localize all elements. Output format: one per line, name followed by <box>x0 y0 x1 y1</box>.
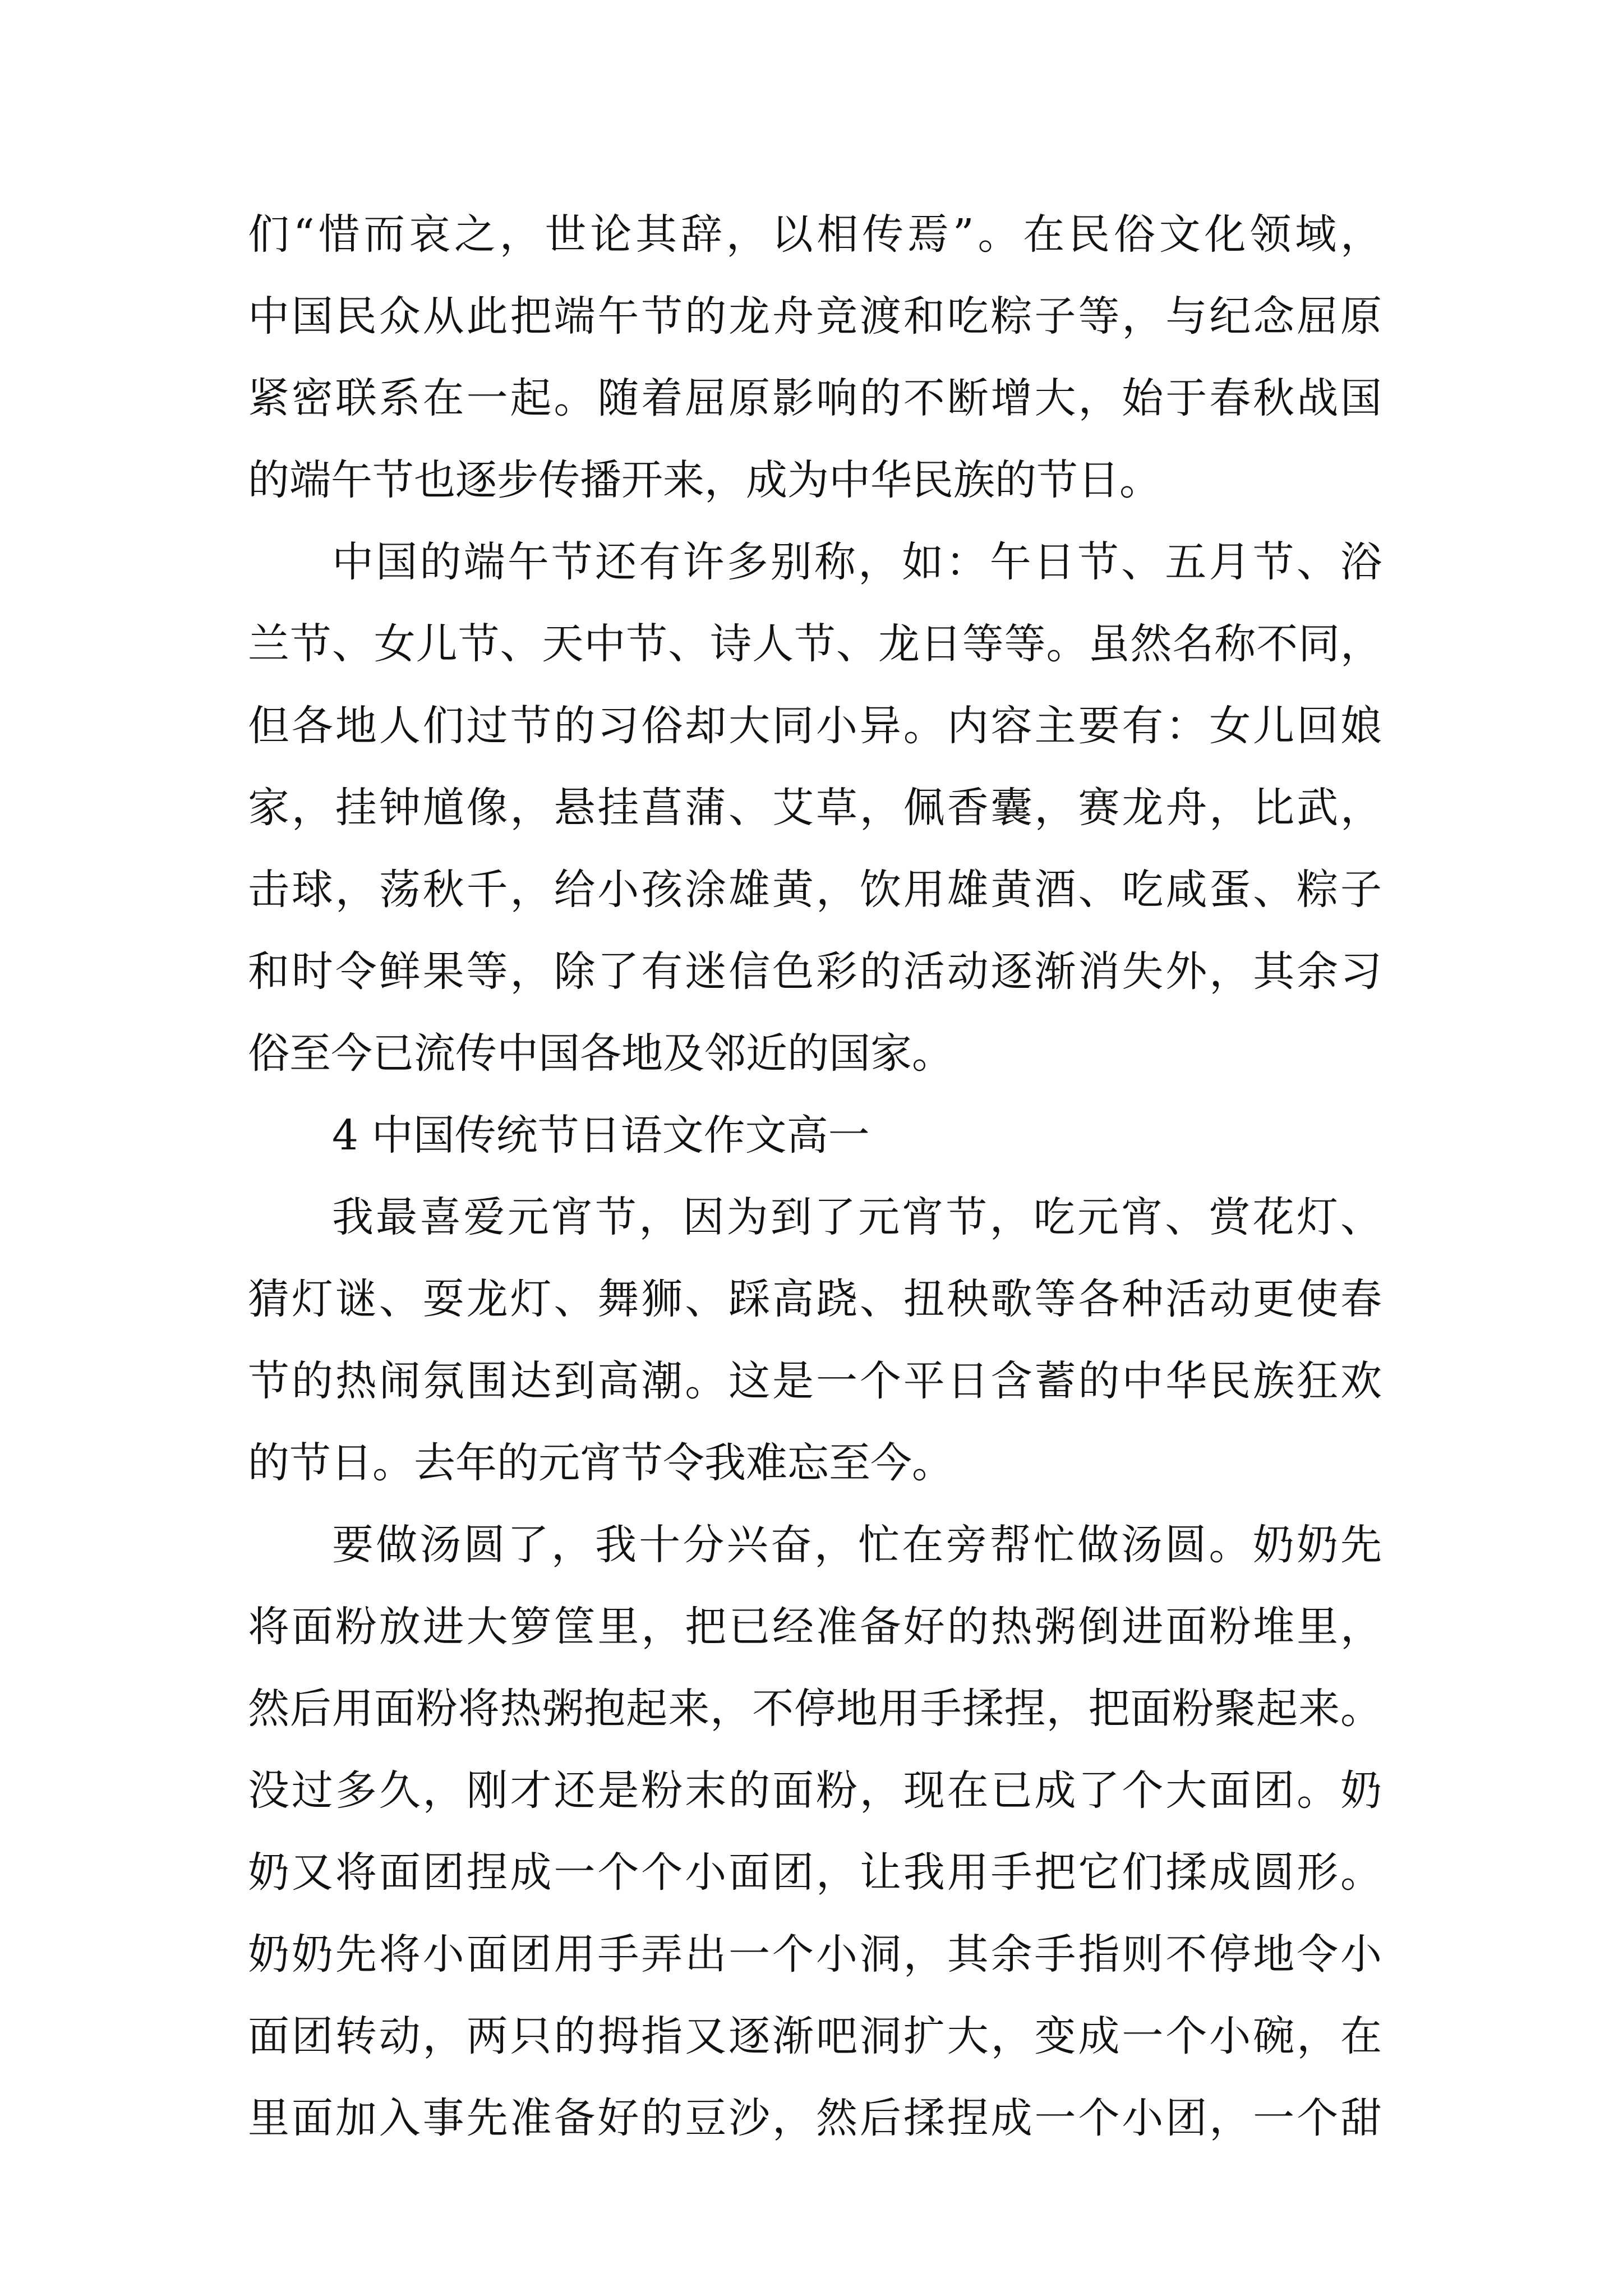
text-line: 和时令鲜果等，除了有迷信色彩的活动逐渐消失外，其余习 <box>248 947 1382 996</box>
text-line: 兰节、女儿节、天中节、诗人节、龙日等等。虽然名称不同， <box>248 620 1382 668</box>
text-line: 击球，荡秋千，给小孩涂雄黄，饮用雄黄酒、吃咸蛋、粽子 <box>248 866 1382 914</box>
text-line: 俗至今已流传中国各地及邻近的国家。 <box>248 1029 953 1078</box>
section-heading: 4 中国传统节日语文作文高一 <box>332 1111 870 1159</box>
text-line: 面团转动，两只的拇指又逐渐吧洞扩大，变成一个小碗，在 <box>248 2012 1382 2060</box>
paragraph-first-line: 我最喜爱元宵节，因为到了元宵节，吃元宵、赏花灯、 <box>332 1193 1382 1241</box>
text-line: 猜灯谜、耍龙灯、舞狮、踩高跷、扭秧歌等各种活动更使春 <box>248 1275 1382 1323</box>
text-line: 没过多久，刚才还是粉末的面粉，现在已成了个大面团。奶 <box>248 1766 1382 1815</box>
text-line: 里面加入事先准备好的豆沙，然后揉捏成一个小团，一个甜 <box>248 2094 1382 2142</box>
document-body <box>248 194 1382 2159</box>
text-line: 们“惜而哀之，世论其辞，以相传焉”。在民俗文化领域， <box>248 210 1382 259</box>
text-line: 中国民众从此把端午节的龙舟竞渡和吃粽子等，与纪念屈原 <box>248 292 1382 341</box>
text-line: 的端午节也逐步传播开来，成为中华民族的节日。 <box>248 456 1161 504</box>
paragraph-first-line: 中国的端午节还有许多别称，如：午日节、五月节、浴 <box>332 538 1382 586</box>
text-line: 紧密联系在一起。随着屈原影响的不断增大，始于春秋战国 <box>248 374 1382 422</box>
text-line: 然后用面粉将热粥抱起来，不停地用手揉捏，把面粉聚起来。 <box>248 1685 1382 1733</box>
text-line: 将面粉放进大箩筐里，把已经准备好的热粥倒进面粉堆里， <box>248 1603 1382 1651</box>
text-line: 节的热闹氛围达到高潮。这是一个平日含蓄的中华民族狂欢 <box>248 1357 1382 1405</box>
text-line: 的节日。去年的元宵节令我难忘至今。 <box>248 1439 953 1487</box>
text-line: 奶又将面团捏成一个个小面团，让我用手把它们揉成圆形。 <box>248 1848 1382 1897</box>
text-line: 但各地人们过节的习俗却大同小异。内容主要有：女儿回娘 <box>248 702 1382 750</box>
text-line: 家，挂钟馗像，悬挂菖蒲、艾草，佩香囊，赛龙舟，比武， <box>248 784 1382 832</box>
text-line: 奶奶先将小面团用手弄出一个小洞，其余手指则不停地令小 <box>248 1930 1382 1978</box>
paragraph-first-line: 要做汤圆了，我十分兴奋，忙在旁帮忙做汤圆。奶奶先 <box>332 1521 1382 1569</box>
